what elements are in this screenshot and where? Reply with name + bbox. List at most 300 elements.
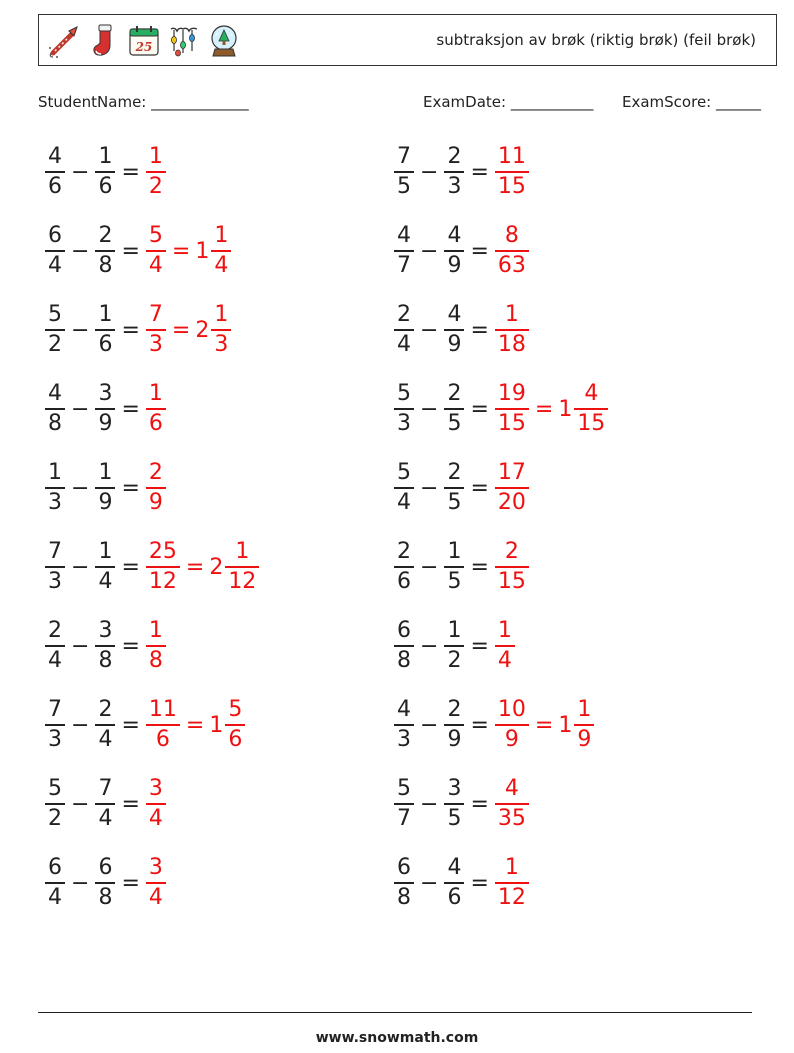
- answer: [145, 462, 167, 514]
- problem-item: [44, 458, 167, 518]
- minuend-fraction: [394, 778, 414, 830]
- denominator: 6: [228, 726, 243, 752]
- numerator: 1: [497, 618, 512, 644]
- answer-fraction: [146, 699, 180, 751]
- minus-sign: −: [71, 554, 90, 580]
- equals-sign: =: [470, 159, 489, 185]
- numerator: 1: [504, 302, 519, 328]
- numerator: 1: [98, 302, 113, 328]
- minus-sign: −: [420, 475, 439, 501]
- mixed-whole: 2: [195, 317, 210, 343]
- numerator: 1: [98, 144, 113, 170]
- subtrahend-fraction: [95, 778, 115, 830]
- header-icons: [47, 23, 241, 59]
- minus-sign: −: [71, 633, 90, 659]
- minus-sign: −: [71, 870, 90, 896]
- mixed-whole: 1: [209, 712, 224, 738]
- numerator: 2: [447, 381, 462, 407]
- answer-fraction: [495, 462, 529, 514]
- minuend-fraction: [394, 541, 414, 593]
- subtrahend-fraction: [95, 146, 115, 198]
- numerator: 3: [148, 776, 163, 802]
- numerator: 2: [98, 223, 113, 249]
- answer-fraction: [495, 699, 529, 751]
- numerator: 6: [48, 223, 62, 249]
- answer-fraction: [146, 778, 166, 830]
- answer-fraction: [495, 304, 529, 356]
- mixed-fraction: [225, 541, 259, 593]
- minus-sign: −: [71, 317, 90, 343]
- numerator: 7: [48, 539, 62, 565]
- denominator: 5: [447, 805, 462, 831]
- answer-fraction: [146, 225, 166, 277]
- minus-sign: −: [420, 633, 439, 659]
- exam-date-field: ExamDate: ___________: [423, 93, 594, 111]
- numerator: 1: [98, 460, 113, 486]
- denominator: 3: [214, 331, 229, 357]
- answer-fraction: [495, 541, 529, 593]
- answer: [145, 857, 167, 909]
- answer: [145, 699, 246, 751]
- minuend-fraction: [394, 462, 414, 514]
- subtrahend-fraction: [95, 699, 115, 751]
- numerator: 1: [98, 539, 113, 565]
- minus-sign: −: [420, 317, 439, 343]
- equals-sign: =: [121, 238, 140, 264]
- numerator: 2: [48, 618, 62, 644]
- denominator: 35: [497, 805, 526, 831]
- subtrahend-fraction: [95, 620, 115, 672]
- minuend-fraction: [394, 383, 414, 435]
- equals-sign: =: [470, 554, 489, 580]
- minuend-fraction: [45, 699, 65, 751]
- numerator: 5: [397, 460, 411, 486]
- answer-fraction: [146, 620, 166, 672]
- denominator: 4: [98, 726, 113, 752]
- subtrahend-fraction: [95, 541, 115, 593]
- minuend-fraction: [45, 462, 65, 514]
- numerator: 3: [98, 618, 113, 644]
- problem-item: [393, 537, 530, 597]
- denominator: 8: [98, 252, 113, 278]
- denominator: 3: [148, 331, 163, 357]
- numerator: 3: [148, 855, 163, 881]
- minus-sign: −: [71, 475, 90, 501]
- denominator: 6: [447, 884, 462, 910]
- numerator: 19: [497, 381, 526, 407]
- denominator: 12: [148, 568, 177, 594]
- equals-sign: =: [185, 554, 205, 580]
- numerator: 10: [497, 697, 526, 723]
- problem-item: [393, 142, 530, 202]
- mixed-whole: 1: [558, 396, 573, 422]
- numerator: 4: [48, 381, 62, 407]
- answer: [145, 225, 232, 277]
- denominator: 9: [577, 726, 592, 752]
- denominator: 9: [447, 726, 462, 752]
- subtrahend-fraction: [444, 620, 464, 672]
- equals-sign: =: [121, 317, 140, 343]
- denominator: 6: [155, 726, 170, 752]
- numerator: 8: [504, 223, 519, 249]
- answer: [145, 383, 167, 435]
- mixed-whole: 1: [558, 712, 573, 738]
- footer-divider: [38, 1012, 752, 1013]
- numerator: 7: [48, 697, 62, 723]
- subtrahend-fraction: [444, 541, 464, 593]
- footer-site: www.snowmath.com: [315, 1030, 479, 1046]
- denominator: 3: [48, 489, 62, 515]
- denominator: 3: [48, 726, 62, 752]
- answer: [494, 857, 530, 909]
- denominator: 2: [447, 647, 462, 673]
- denominator: 3: [447, 173, 462, 199]
- denominator: 9: [98, 489, 113, 515]
- problem-item: [44, 142, 167, 202]
- answer: [494, 541, 530, 593]
- numerator: 1: [214, 302, 229, 328]
- equals-sign: =: [470, 317, 489, 343]
- numerator: 7: [148, 302, 163, 328]
- subtrahend-fraction: [95, 462, 115, 514]
- student-name-field: StudentName: _____________: [38, 93, 249, 111]
- numerator: 11: [497, 144, 526, 170]
- minus-sign: −: [420, 238, 439, 264]
- minuend-fraction: [394, 225, 414, 277]
- numerator: 5: [48, 776, 62, 802]
- answer-fraction: [146, 146, 166, 198]
- equals-sign: =: [121, 633, 140, 659]
- subtrahend-fraction: [444, 146, 464, 198]
- denominator: 15: [497, 173, 526, 199]
- denominator: 4: [397, 331, 411, 357]
- numerator: 6: [397, 855, 411, 881]
- answer-fraction: [495, 778, 529, 830]
- mixed-whole: 2: [209, 554, 224, 580]
- denominator: 5: [447, 489, 462, 515]
- minus-sign: −: [420, 396, 439, 422]
- denominator: 4: [48, 252, 62, 278]
- numerator: 1: [235, 539, 250, 565]
- denominator: 2: [48, 331, 62, 357]
- numerator: 5: [48, 302, 62, 328]
- numerator: 2: [447, 697, 462, 723]
- answer-fraction: [495, 146, 529, 198]
- answer-fraction: [146, 304, 166, 356]
- problem-item: [44, 695, 246, 755]
- minuend-fraction: [45, 620, 65, 672]
- numerator: 4: [397, 697, 411, 723]
- problem-item: [44, 379, 167, 439]
- minus-sign: −: [420, 159, 439, 185]
- mixed-fraction: [211, 225, 231, 277]
- answer: [494, 304, 530, 356]
- minus-sign: −: [420, 791, 439, 817]
- equals-sign: =: [470, 396, 489, 422]
- equals-sign: =: [121, 554, 140, 580]
- numerator: 6: [98, 855, 113, 881]
- subtrahend-fraction: [444, 857, 464, 909]
- minus-sign: −: [420, 870, 439, 896]
- numerator: 6: [397, 618, 411, 644]
- numerator: 17: [497, 460, 526, 486]
- problem-item: [393, 616, 516, 676]
- numerator: 1: [447, 539, 462, 565]
- minus-sign: −: [71, 159, 90, 185]
- answer: [494, 778, 530, 830]
- numerator: 2: [397, 302, 411, 328]
- denominator: 6: [148, 410, 163, 436]
- calendar-25-icon: [127, 23, 161, 59]
- numerator: 6: [48, 855, 62, 881]
- minus-sign: −: [420, 712, 439, 738]
- numerator: 5: [397, 776, 411, 802]
- denominator: 4: [98, 568, 113, 594]
- problem-item: [44, 774, 167, 834]
- minuend-fraction: [394, 304, 414, 356]
- denominator: 4: [148, 252, 163, 278]
- denominator: 9: [447, 331, 462, 357]
- numerator: 4: [48, 144, 62, 170]
- numerator: 25: [148, 539, 177, 565]
- answer: [145, 541, 260, 593]
- answer: [145, 146, 167, 198]
- denominator: 9: [98, 410, 113, 436]
- denominator: 3: [48, 568, 62, 594]
- numerator: 4: [447, 223, 462, 249]
- denominator: 4: [148, 805, 163, 831]
- numerator: 4: [397, 223, 411, 249]
- numerator: 3: [447, 776, 462, 802]
- equals-sign: =: [470, 791, 489, 817]
- answer: [494, 699, 595, 751]
- answer: [145, 778, 167, 830]
- numerator: 1: [48, 460, 62, 486]
- equals-sign: =: [534, 712, 554, 738]
- problem-item: [44, 300, 232, 360]
- problem-item: [393, 695, 595, 755]
- answer-fraction: [495, 225, 529, 277]
- subtrahend-fraction: [95, 383, 115, 435]
- equals-sign: =: [470, 870, 489, 896]
- answer: [145, 620, 167, 672]
- mixed-fraction: [574, 383, 608, 435]
- equals-sign: =: [121, 870, 140, 896]
- numerator: 2: [98, 697, 113, 723]
- subtrahend-fraction: [444, 778, 464, 830]
- minus-sign: −: [71, 791, 90, 817]
- denominator: 7: [397, 252, 411, 278]
- answer-fraction: [495, 383, 529, 435]
- answer-fraction: [146, 383, 166, 435]
- denominator: 6: [98, 173, 113, 199]
- minus-sign: −: [71, 396, 90, 422]
- equals-sign: =: [121, 396, 140, 422]
- numerator: 5: [148, 223, 163, 249]
- denominator: 6: [98, 331, 113, 357]
- numerator: 1: [577, 697, 592, 723]
- numerator: 1: [148, 381, 163, 407]
- subtrahend-fraction: [444, 462, 464, 514]
- numerator: 11: [148, 697, 177, 723]
- numerator: 4: [447, 302, 462, 328]
- problem-item: [44, 537, 260, 597]
- numerator: 5: [228, 697, 243, 723]
- calendar-day: 25: [135, 40, 153, 54]
- answer: [494, 462, 530, 514]
- mixed-fraction: [225, 699, 245, 751]
- equals-sign: =: [470, 238, 489, 264]
- problem-item: [393, 300, 530, 360]
- subtrahend-fraction: [95, 857, 115, 909]
- denominator: 15: [497, 410, 526, 436]
- problem-item: [393, 774, 530, 834]
- subtrahend-fraction: [95, 225, 115, 277]
- exam-score-field: ExamScore: ______: [622, 93, 761, 111]
- denominator: 15: [577, 410, 606, 436]
- mixed-fraction: [574, 699, 594, 751]
- denominator: 20: [497, 489, 526, 515]
- denominator: 4: [497, 647, 512, 673]
- problem-item: [44, 616, 167, 676]
- equals-sign: =: [171, 317, 191, 343]
- answer-fraction: [146, 462, 166, 514]
- denominator: 7: [397, 805, 411, 831]
- denominator: 12: [228, 568, 257, 594]
- denominator: 63: [497, 252, 526, 278]
- equals-sign: =: [470, 633, 489, 659]
- denominator: 15: [497, 568, 526, 594]
- answer: [145, 304, 232, 356]
- numerator: 2: [148, 460, 163, 486]
- minuend-fraction: [394, 699, 414, 751]
- numerator: 4: [584, 381, 599, 407]
- worksheet-title: subtraksjon av brøk (riktig brøk) (feil brøk): [436, 31, 756, 49]
- numerator: 1: [148, 144, 163, 170]
- answer: [494, 225, 530, 277]
- christmas-stocking-icon: [87, 23, 121, 59]
- answer-fraction: [495, 857, 529, 909]
- problem-item: [393, 221, 530, 281]
- numerator: 1: [504, 855, 519, 881]
- problem-item: [393, 379, 609, 439]
- answer: [494, 620, 516, 672]
- denominator: 2: [148, 173, 163, 199]
- string-lights-icon: [167, 23, 201, 59]
- equals-sign: =: [534, 396, 554, 422]
- minuend-fraction: [45, 778, 65, 830]
- subtrahend-fraction: [444, 699, 464, 751]
- minus-sign: −: [71, 712, 90, 738]
- answer: [494, 383, 609, 435]
- subtrahend-fraction: [444, 225, 464, 277]
- worksheet-header: [38, 14, 777, 66]
- minuend-fraction: [45, 857, 65, 909]
- numerator: 1: [148, 618, 163, 644]
- denominator: 8: [98, 647, 113, 673]
- denominator: 4: [48, 647, 62, 673]
- numerator: 3: [98, 381, 113, 407]
- denominator: 4: [98, 805, 113, 831]
- subtrahend-fraction: [444, 383, 464, 435]
- answer-fraction: [495, 620, 515, 672]
- denominator: 18: [497, 331, 526, 357]
- equals-sign: =: [470, 475, 489, 501]
- numerator: 2: [447, 144, 462, 170]
- answer: [494, 146, 530, 198]
- denominator: 8: [148, 647, 163, 673]
- denominator: 8: [98, 884, 113, 910]
- problem-item: [44, 221, 232, 281]
- minuend-fraction: [394, 857, 414, 909]
- denominator: 3: [397, 410, 411, 436]
- equals-sign: =: [121, 475, 140, 501]
- subtrahend-fraction: [95, 304, 115, 356]
- snow-globe-icon: [207, 23, 241, 59]
- mixed-whole: 1: [195, 238, 210, 264]
- denominator: 5: [447, 410, 462, 436]
- numerator: 2: [504, 539, 519, 565]
- firework-rocket-icon: [47, 23, 81, 59]
- equals-sign: =: [171, 238, 191, 264]
- denominator: 4: [214, 252, 229, 278]
- denominator: 8: [397, 647, 411, 673]
- minuend-fraction: [45, 304, 65, 356]
- minuend-fraction: [45, 146, 65, 198]
- mixed-fraction: [211, 304, 231, 356]
- denominator: 5: [397, 173, 411, 199]
- denominator: 9: [148, 489, 163, 515]
- minuend-fraction: [394, 620, 414, 672]
- minuend-fraction: [45, 383, 65, 435]
- equals-sign: =: [121, 159, 140, 185]
- numerator: 4: [504, 776, 519, 802]
- problem-item: [393, 458, 530, 518]
- minus-sign: −: [71, 238, 90, 264]
- denominator: 8: [48, 410, 62, 436]
- minus-sign: −: [420, 554, 439, 580]
- denominator: 3: [397, 726, 411, 752]
- numerator: 1: [447, 618, 462, 644]
- denominator: 9: [504, 726, 519, 752]
- denominator: 4: [397, 489, 411, 515]
- numerator: 2: [397, 539, 411, 565]
- equals-sign: =: [185, 712, 205, 738]
- minuend-fraction: [45, 541, 65, 593]
- answer-fraction: [146, 541, 180, 593]
- subtrahend-fraction: [444, 304, 464, 356]
- problem-item: [44, 853, 167, 913]
- denominator: 5: [447, 568, 462, 594]
- numerator: 7: [397, 144, 411, 170]
- numerator: 2: [447, 460, 462, 486]
- denominator: 6: [397, 568, 411, 594]
- problem-item: [393, 853, 530, 913]
- numerator: 4: [447, 855, 462, 881]
- equals-sign: =: [121, 712, 140, 738]
- equals-sign: =: [470, 712, 489, 738]
- numerator: 1: [214, 223, 229, 249]
- denominator: 4: [148, 884, 163, 910]
- numerator: 7: [98, 776, 113, 802]
- denominator: 9: [447, 252, 462, 278]
- denominator: 2: [48, 805, 62, 831]
- answer-fraction: [146, 857, 166, 909]
- numerator: 5: [397, 381, 411, 407]
- denominator: 4: [48, 884, 62, 910]
- equals-sign: =: [121, 791, 140, 817]
- minuend-fraction: [45, 225, 65, 277]
